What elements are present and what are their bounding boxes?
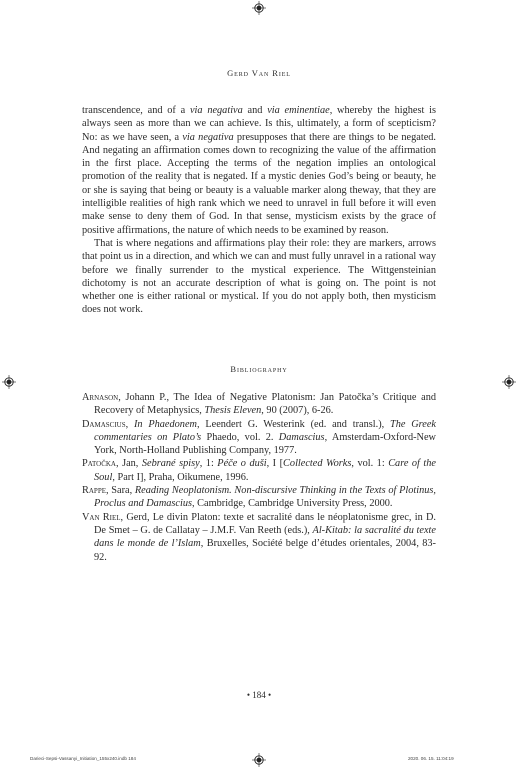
body-text: [82, 104, 436, 317]
italic-text: Reading Neoplatonism. Non-discursive Thinking in the Texts of Plotinus, Proclus and Damascius: [94, 485, 436, 510]
text-run: , Gerd, Le divin Platon: texte et sacralité dans le néoplatonisme grec, in D. De Smet – G. de Callatay – J.M.F. Van Reeth (eds.),: [94, 511, 437, 536]
italic-text: Sebrané spisy: [141, 458, 200, 470]
italic-text: Al-Kitab: la sacralité du texte dans le monde de l’Islam: [94, 524, 436, 550]
print-slug-timestamp: 2020. 06. 15. 11:04:19: [408, 756, 454, 761]
text-run: , Leendert G. Westerink (ed. and transl.),: [196, 418, 390, 430]
italic-text: via negativa: [182, 131, 234, 143]
text-run: , Jan,: [116, 458, 142, 470]
registration-mark-bottom-icon: [252, 753, 266, 767]
text-run: presupposes that there are things to be negated. And negating an affirmation comes down to recognizing the value of the affirmation in the first place. Accepting the terms of the negation implies an ontological promotion of the reality that is negated. If a mystic denies God’s being or beauty, he or she is saying that being or beauty is a valuable marker along theway, that they are intelligible realities of high rank which we need to unravel in full before it will even make sense to deny them of God. In that sense, mysticism exists by the grace of positive affirmations, the nature of which needs to be examined by reason.: [82, 131, 436, 236]
italic-text: In Phaedonem: [133, 418, 197, 430]
italic-text: Péče o duši: [217, 458, 267, 470]
bibliography-entry: [82, 511, 436, 564]
author-name: Van Riel: [82, 511, 121, 523]
paragraph: [82, 104, 436, 237]
text-run: , Amsterdam-Oxford-New York, North-Holland Publishing Company, 1977.: [94, 431, 436, 457]
print-slug-filename: Darieci-Sepsi-Vassanyi_Initiation_155x240.indb 184: [30, 756, 136, 761]
text-run: , 90 (2007), 6-26.: [261, 405, 334, 417]
bibliography-heading: Bibliography: [230, 364, 288, 374]
author-name: Arnason: [82, 392, 119, 403]
text-run: , vol. 1:: [351, 458, 389, 470]
italic-text: Thesis Eleven: [204, 405, 262, 417]
running-header: Gerd Van Riel: [227, 68, 291, 78]
italic-text: Care of the Soul: [94, 458, 436, 483]
registration-mark-top-icon: [252, 1, 266, 15]
text-run: , I [: [266, 458, 284, 470]
italic-text: Collected Works: [283, 458, 352, 470]
text-run: and: [242, 105, 268, 116]
text-run: , Sara,: [106, 485, 135, 497]
text-run: , 1:: [199, 458, 218, 470]
paragraph: [82, 237, 436, 317]
text-run: , Part I], Praha, Oikumene, 1996.: [112, 471, 249, 483]
bibliography-entry: [82, 391, 436, 418]
registration-mark-left-icon: [2, 375, 16, 389]
italic-text: via negativa: [189, 105, 243, 116]
italic-text: Damascius: [278, 431, 325, 443]
registration-mark-right-icon: [502, 375, 516, 389]
author-name: Damascius: [82, 418, 126, 430]
text-run: transcendence, and of a: [82, 105, 190, 116]
text-run: , Bruxelles, Société belge d’études orientales, 2004, 83-92.: [94, 538, 436, 563]
page-number: • 184 •: [246, 690, 272, 700]
bibliography-entry: [82, 457, 436, 484]
author-name: Rappe: [82, 485, 106, 497]
text-run: ,: [125, 418, 134, 430]
italic-text: The Greek commentaries on Plato’s: [94, 418, 436, 443]
bibliography-list: [82, 391, 436, 564]
text-run: Phaedo, vol. 2.: [201, 431, 279, 443]
bibliography-entry: [82, 484, 436, 511]
text-run: , Johann P., The Idea of Negative Platonism: Jan Patočka’s Critique and Recovery of Metaphysics,: [94, 392, 436, 417]
text-run: That is where negations and affirmations play their role: they are markers, arrows that point us in a direction, and which we can and must fully unravel in a rational way before we finally surrender to the mystical experience. The Wittgensteinian dichotomy is not an accurate description of what is going on. The point is not whether one is either rational or mystical. If you do not apply both, then mysticism does not work.: [82, 237, 437, 316]
text-run: , Cambridge, Cambridge University Press, 2000.: [192, 498, 393, 510]
bibliography-entry: [82, 418, 436, 458]
italic-text: via eminentiae: [267, 105, 330, 116]
author-name: Patočka: [82, 458, 116, 470]
text-run: , whereby the highest is always seen as more than we can achieve. Is this, ultimately, a form of scepticism? No: as we have seen, a: [82, 105, 436, 143]
